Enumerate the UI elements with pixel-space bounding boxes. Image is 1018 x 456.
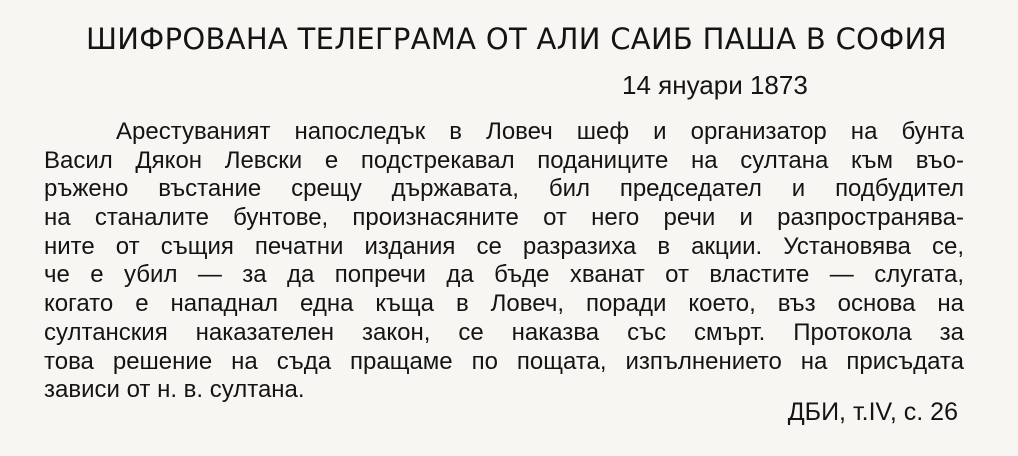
body-line: Васил Дякон Левски е подстрекавал поданиците на султана към въо- [44, 146, 964, 174]
body-line: зависи от н. в. султана. [44, 376, 305, 404]
document-title: ШИФРОВАНА ТЕЛЕГРАМА ОТ АЛИ САИБ ПАША В СОФИЯ [86, 22, 947, 56]
body-line: когато е нападнал една къща в Ловеч, поради което, въз основа на [44, 290, 964, 318]
body-line: ръжено въстание срещу държавата, бил председател и подбудител [44, 175, 964, 203]
body-line: че е убил — за да попречи да бъде хванат от властите — слугата, [44, 261, 964, 289]
body-line: ните от същия печатни издания се разразиха в акции. Установява се, [44, 232, 964, 260]
body-line: Арестуваният напоследък в Ловеч шеф и организатор на бунта [116, 118, 964, 145]
body-line: султанския наказателен закон, се наказва със смърт. Протокола за [44, 318, 964, 346]
body-line: това решение на съда пращаме по пощата, изпълнението на присъдата [44, 347, 964, 375]
document-date: 14 януари 1873 [622, 70, 808, 100]
body-line: на станалите бунтове, произнасяните от него речи и разпространява- [44, 204, 964, 232]
source-citation: ДБИ, т.IV, с. 26 [787, 398, 958, 426]
document-body [44, 118, 964, 405]
